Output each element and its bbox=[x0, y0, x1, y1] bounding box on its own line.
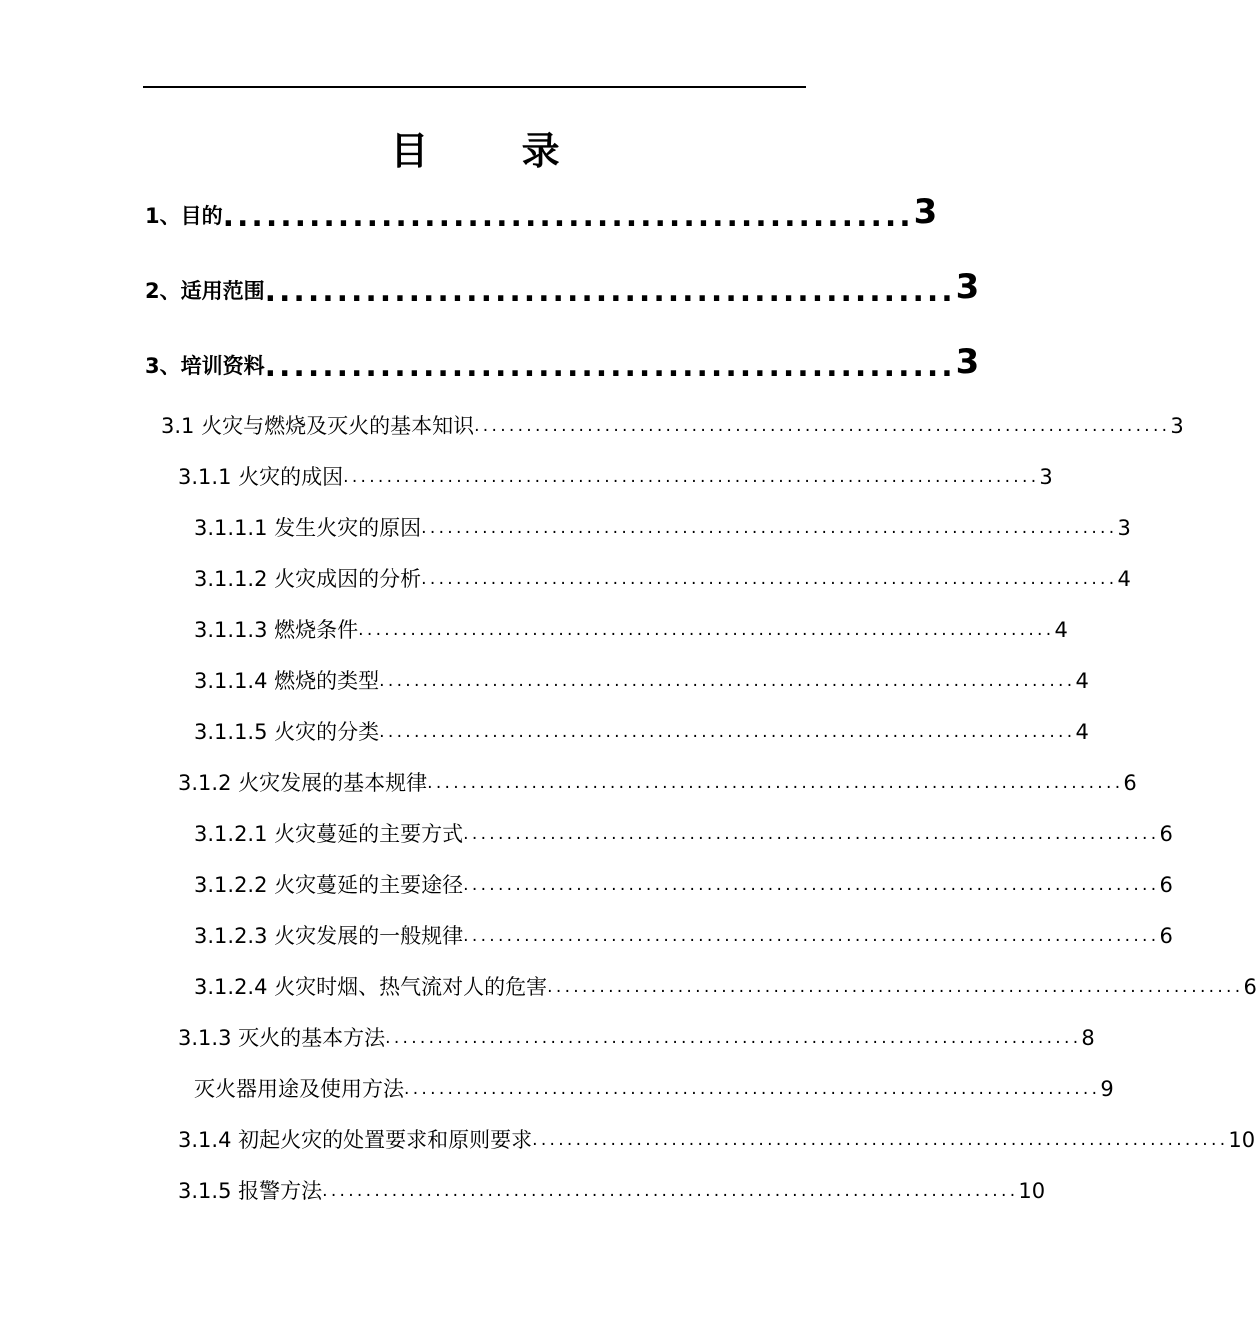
toc-leader: ................................................................................ bbox=[322, 1181, 1019, 1201]
toc-leader: ................................................................................ bbox=[532, 1130, 1229, 1150]
toc-entry-label: 3.1.1.1 发生火灾的原因 bbox=[194, 516, 422, 540]
toc-entry-page: 3 bbox=[955, 342, 980, 382]
toc-entry[interactable] bbox=[178, 1023, 1095, 1053]
toc-entry-label: 3.1.2 火灾发展的基本规律 bbox=[178, 771, 428, 795]
toc-entry-page: 6 bbox=[1159, 924, 1173, 948]
toc-entry-page: 4 bbox=[1054, 618, 1068, 642]
toc-entry-label: 3.1.3 灭火的基本方法 bbox=[178, 1026, 386, 1050]
toc-leader: ................................................................................ bbox=[421, 518, 1118, 538]
toc-entry-page: 6 bbox=[1243, 975, 1257, 999]
toc-entry-label: 3.1.1.3 燃烧条件 bbox=[194, 618, 359, 642]
toc-entry-page: 4 bbox=[1075, 720, 1089, 744]
toc-entry-page: 6 bbox=[1123, 771, 1137, 795]
toc-leader: ................................................................................ bbox=[379, 671, 1076, 691]
toc-entry-page: 10 bbox=[1018, 1179, 1046, 1203]
toc-leader: ................................................................................ bbox=[547, 977, 1244, 997]
toc-entry-label: 3.1.2.4 火灾时烟、热气流对人的危害 bbox=[194, 975, 548, 999]
toc-entry[interactable] bbox=[194, 1074, 1114, 1104]
toc-leader: ................................................ bbox=[264, 349, 956, 384]
toc-entry-page: 3 bbox=[913, 192, 938, 232]
toc-entry-label: 3.1.4 初起火灾的处置要求和原则要求 bbox=[178, 1128, 533, 1152]
toc-entry[interactable] bbox=[194, 564, 1131, 594]
toc-entry-page: 6 bbox=[1159, 873, 1173, 897]
toc-entry[interactable] bbox=[178, 1125, 1256, 1155]
toc-leader: ................................................................................ bbox=[421, 569, 1118, 589]
header-rule bbox=[143, 86, 806, 88]
toc-entry[interactable] bbox=[178, 1176, 1046, 1206]
toc-leader: ................................................ bbox=[264, 274, 956, 309]
toc-entry-label: 3、培训资料 bbox=[145, 354, 265, 378]
toc-entry-label: 3.1 火灾与燃烧及灭火的基本知识 bbox=[161, 414, 475, 438]
toc-entry-label: 3.1.5 报警方法 bbox=[178, 1179, 323, 1203]
toc-leader: ................................................................................ bbox=[385, 1028, 1082, 1048]
toc-entry-label: 灭火器用途及使用方法 bbox=[194, 1077, 404, 1101]
toc-leader: ................................................................................ bbox=[427, 773, 1124, 793]
toc-entry[interactable] bbox=[194, 513, 1131, 543]
toc-entry[interactable] bbox=[145, 192, 938, 234]
toc-entry-page: 3 bbox=[1039, 465, 1053, 489]
toc-entry[interactable] bbox=[194, 717, 1089, 747]
toc-entry[interactable] bbox=[194, 921, 1173, 951]
toc-entry[interactable] bbox=[194, 666, 1089, 696]
toc-entry-page: 3 bbox=[1117, 516, 1131, 540]
toc-entry[interactable] bbox=[194, 870, 1173, 900]
toc-entry-page: 3 bbox=[955, 267, 980, 307]
toc-entry-label: 3.1.1.2 火灾成因的分析 bbox=[194, 567, 422, 591]
toc-entry[interactable] bbox=[194, 972, 1257, 1002]
toc-entry-label: 1、目的 bbox=[145, 204, 223, 228]
page-title: 目 录 bbox=[390, 129, 600, 173]
toc-entry-label: 3.1.2.1 火灾蔓延的主要方式 bbox=[194, 822, 464, 846]
toc-entry-page: 8 bbox=[1081, 1026, 1095, 1050]
toc-entry[interactable] bbox=[194, 819, 1173, 849]
toc-leader: ................................................................................ bbox=[474, 416, 1171, 436]
toc-leader: ................................................ bbox=[222, 199, 914, 234]
toc-entry-page: 9 bbox=[1100, 1077, 1114, 1101]
toc-entry-page: 6 bbox=[1159, 822, 1173, 846]
toc-entry[interactable] bbox=[178, 768, 1137, 798]
toc-entry[interactable] bbox=[145, 267, 980, 309]
toc-entry[interactable] bbox=[145, 342, 980, 384]
toc-entry-page: 10 bbox=[1228, 1128, 1256, 1152]
toc-entry[interactable] bbox=[161, 411, 1184, 441]
toc-entry-page: 3 bbox=[1170, 414, 1184, 438]
toc-leader: ................................................................................ bbox=[463, 875, 1160, 895]
toc-entry-label: 3.1.1 火灾的成因 bbox=[178, 465, 344, 489]
toc-entry[interactable] bbox=[178, 462, 1053, 492]
toc-leader: ................................................................................ bbox=[404, 1079, 1101, 1099]
toc-entry-page: 4 bbox=[1117, 567, 1131, 591]
toc-leader: ................................................................................ bbox=[358, 620, 1055, 640]
toc-entry-label: 3.1.1.4 燃烧的类型 bbox=[194, 669, 380, 693]
toc-leader: ................................................................................ bbox=[463, 824, 1160, 844]
toc-entry[interactable] bbox=[194, 615, 1068, 645]
toc-entry-label: 3.1.2.2 火灾蔓延的主要途径 bbox=[194, 873, 464, 897]
toc-leader: ................................................................................ bbox=[343, 467, 1040, 487]
toc-leader: ................................................................................ bbox=[379, 722, 1076, 742]
toc-entry-page: 4 bbox=[1075, 669, 1089, 693]
toc-entry-label: 3.1.2.3 火灾发展的一般规律 bbox=[194, 924, 464, 948]
toc-leader: ................................................................................ bbox=[463, 926, 1160, 946]
toc-entry-label: 2、适用范围 bbox=[145, 279, 265, 303]
toc-entry-label: 3.1.1.5 火灾的分类 bbox=[194, 720, 380, 744]
